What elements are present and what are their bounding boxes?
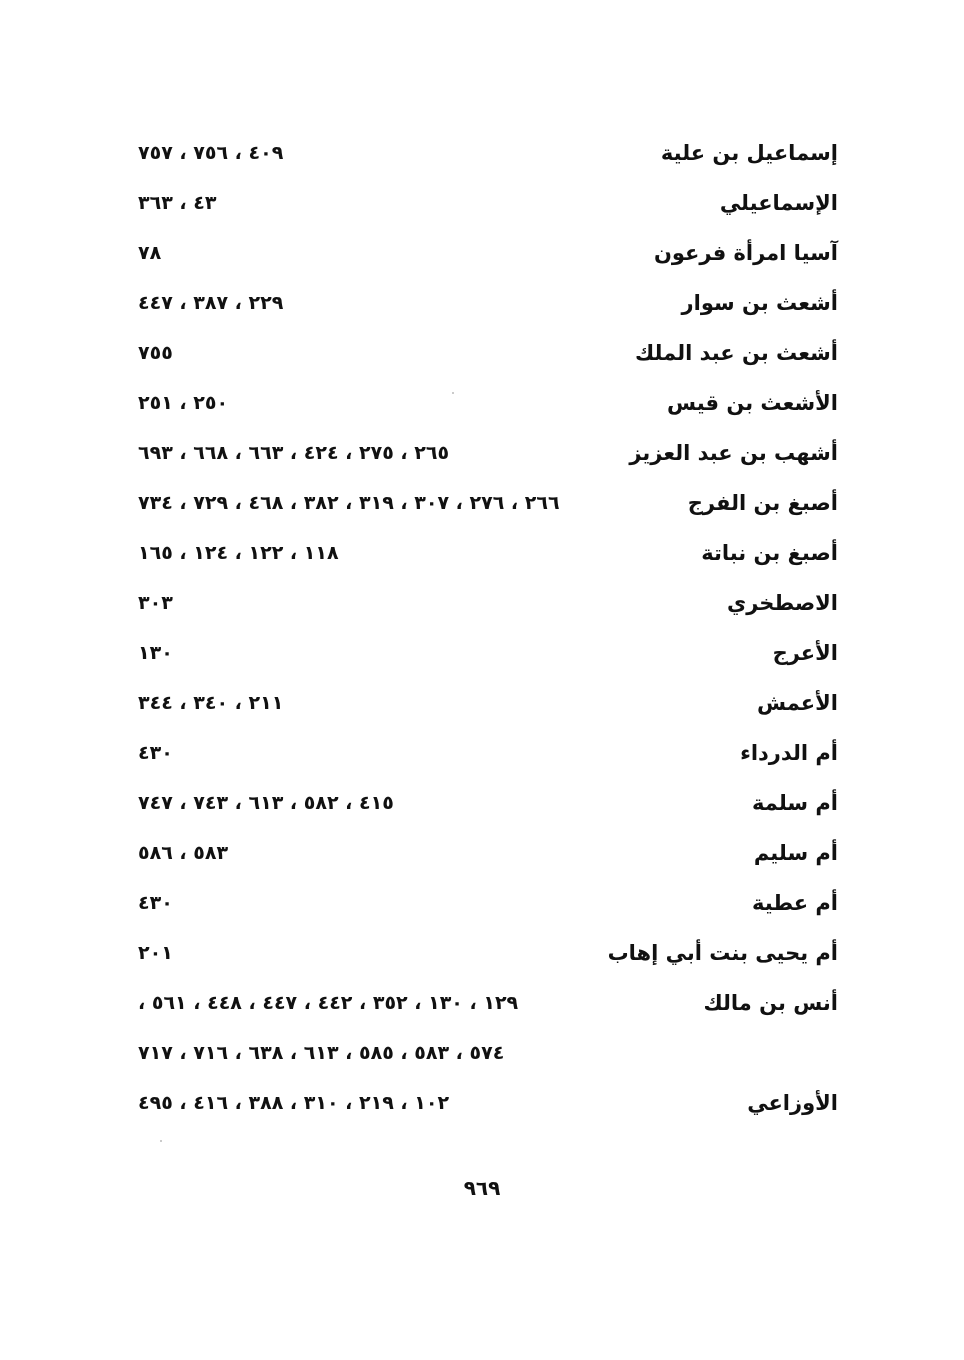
index-entry xyxy=(138,978,838,1028)
index-entry xyxy=(138,178,838,228)
index-entry xyxy=(138,928,838,978)
entry-name: إسماعيل بن علية xyxy=(660,141,838,165)
entry-pages: ٤٣ ، ٣٦٣ xyxy=(138,192,217,214)
entry-pages: ٥٨٣ ، ٥٨٦ xyxy=(138,842,229,864)
entry-pages: ٧٨ xyxy=(138,242,162,264)
entry-pages: ٣٠٣ xyxy=(138,592,173,614)
entry-pages: ٤٣٠ xyxy=(138,892,173,914)
entry-pages: ٥٧٤ ، ٥٨٣ ، ٥٨٥ ، ٦١٣ ، ٦٣٨ ، ٧١٦ ، ٧١٧ xyxy=(138,1042,505,1064)
entry-pages: ٧٥٥ xyxy=(138,342,173,364)
entry-name: أم يحيى بنت أبي إهاب xyxy=(607,941,838,965)
index-entry xyxy=(138,528,838,578)
entry-name: أم سليم xyxy=(753,841,838,865)
index-entry xyxy=(138,778,838,828)
entry-pages: ٢١١ ، ٣٤٠ ، ٣٤٤ xyxy=(138,692,284,714)
index-entry xyxy=(138,578,838,628)
index-entry-continuation xyxy=(138,1028,838,1078)
entry-name: أصبغ بن الفرج xyxy=(687,491,838,515)
entry-name: أنس بن مالك xyxy=(703,991,838,1015)
entry-name: الأعرج xyxy=(772,641,838,665)
page-number: ٩٦٩ xyxy=(463,1176,501,1200)
entry-name: آسيا امرأة فرعون xyxy=(653,241,838,265)
index-entry xyxy=(138,378,838,428)
entry-pages: ٢٥٠ ، ٢٥١ xyxy=(138,392,229,414)
entry-name: الأشعث بن قيس xyxy=(667,391,838,415)
entry-pages: ١٢٩ ، ١٣٠ ، ٣٥٢ ، ٤٤٢ ، ٤٤٧ ، ٤٤٨ ، ٥٦١ ، xyxy=(138,992,519,1014)
entry-pages: ٤٠٩ ، ٧٥٦ ، ٧٥٧ xyxy=(138,142,284,164)
index-entry xyxy=(138,878,838,928)
entry-pages: ١١٨ ، ١٢٢ ، ١٢٤ ، ١٦٥ xyxy=(138,542,339,564)
entry-pages: ٢٦٥ ، ٢٧٥ ، ٤٢٤ ، ٦٦٣ ، ٦٦٨ ، ٦٩٣ xyxy=(138,442,450,464)
entry-name: أم الدرداء xyxy=(740,741,838,765)
index-entry xyxy=(138,628,838,678)
entry-pages: ١٣٠ xyxy=(138,642,173,664)
name-index-list xyxy=(138,128,838,1128)
entry-pages: ٤١٥ ، ٥٨٢ ، ٦١٣ ، ٧٤٣ ، ٧٤٧ xyxy=(138,792,394,814)
index-entry xyxy=(138,828,838,878)
scan-speck xyxy=(160,1140,162,1142)
index-entry xyxy=(138,328,838,378)
entry-name: أشعث بن عبد الملك xyxy=(635,341,838,365)
entry-name: أشعث بن سوار xyxy=(681,291,838,315)
entry-pages: ٢٦٦ ، ٢٧٦ ، ٣٠٧ ، ٣١٩ ، ٣٨٢ ، ٤٦٨ ، ٧٢٩ ، ٧٣٤ xyxy=(138,492,560,514)
index-entry xyxy=(138,678,838,728)
entry-name: الأعمش xyxy=(757,691,838,715)
index-entry xyxy=(138,1078,838,1128)
entry-name: أم عطية xyxy=(751,891,838,915)
entry-pages: ٤٣٠ xyxy=(138,742,173,764)
entry-pages: ٢٠١ xyxy=(138,942,173,964)
entry-name: الاصطخري xyxy=(726,591,838,615)
index-entry xyxy=(138,728,838,778)
index-entry xyxy=(138,278,838,328)
scan-speck xyxy=(452,392,454,394)
entry-name: أشهب بن عبد العزيز xyxy=(629,441,838,465)
entry-name: الإسماعيلي xyxy=(719,191,838,215)
entry-pages: ٢٢٩ ، ٣٨٧ ، ٤٤٧ xyxy=(138,292,284,314)
index-entry xyxy=(138,128,838,178)
entry-name: أصبغ بن نباتة xyxy=(701,541,838,565)
index-entry xyxy=(138,228,838,278)
index-entry xyxy=(138,478,838,528)
index-entry xyxy=(138,428,838,478)
entry-name: الأوزاعي xyxy=(747,1091,838,1115)
entry-name: أم سلمة xyxy=(752,791,838,815)
entry-pages: ١٠٢ ، ٢١٩ ، ٣١٠ ، ٣٨٨ ، ٤١٦ ، ٤٩٥ xyxy=(138,1092,450,1114)
